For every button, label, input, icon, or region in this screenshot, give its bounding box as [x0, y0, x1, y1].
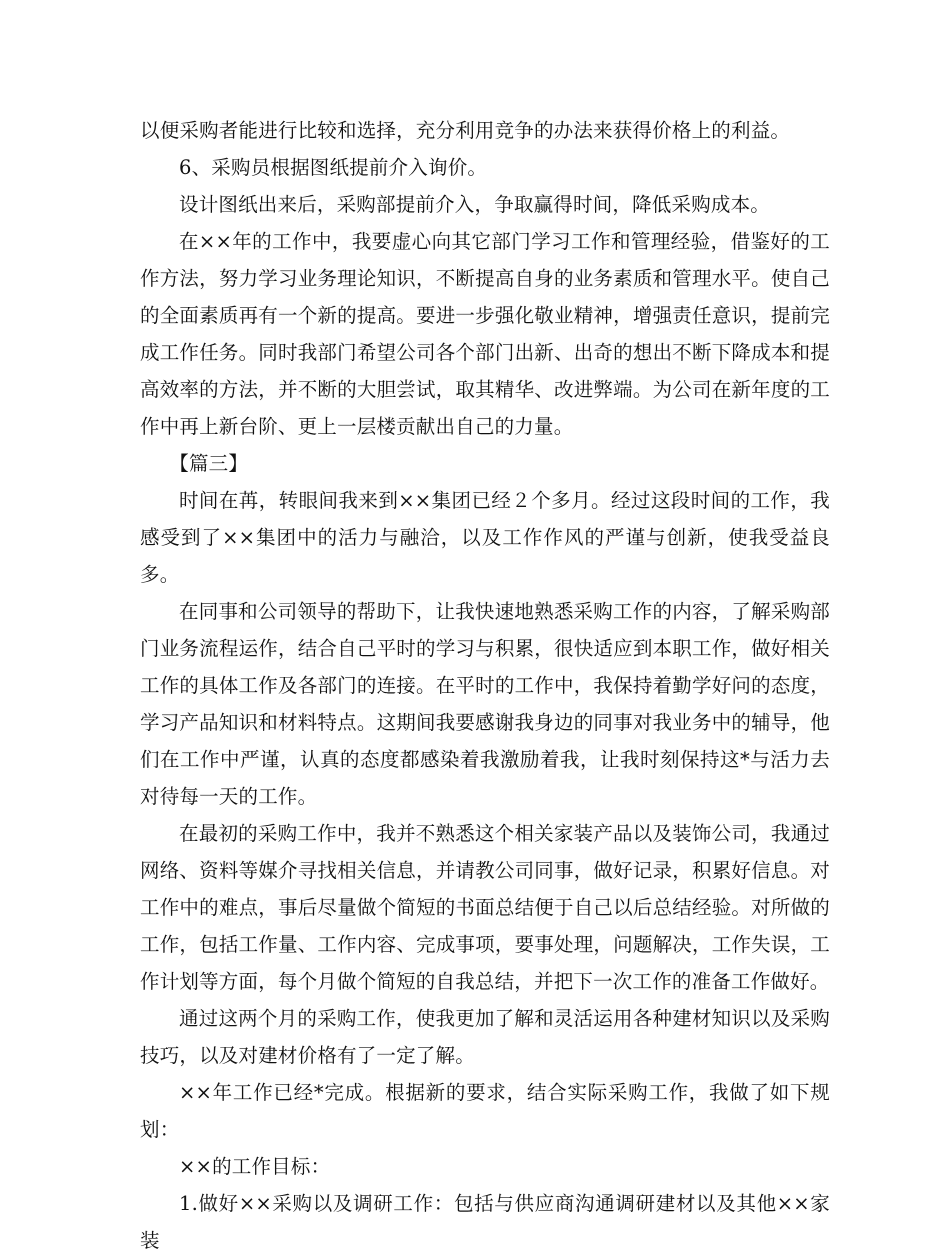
paragraph: 在同事和公司领导的帮助下，让我快速地熟悉采购工作的内容，了解采购部门业务流程运作，结合自己平时的学习与积累，很快适应到本职工作，做好相关工作的具体工作及各部门的连接。在平时的工作中，我保持着勤学好问的态度，学习产品知识和材料特点。这期间我要感谢我身边的同事对我业务中的辅导，他们在工作中严谨，认真的态度都感染着我激励着我，让我时刻保持这*与活力去对待每一天的工作。: [140, 600, 830, 808]
paragraph: 设计图纸出来后，采购部提前介入，争取赢得时间，降低采购成本。: [179, 193, 771, 216]
paragraph: 6、采购员根据图纸提前介入询价。: [179, 156, 488, 179]
paragraph: 以便采购者能进行比较和选择，充分利用竞争的办法来获得价格上的利益。: [140, 119, 791, 142]
section-heading: 【篇三】: [169, 452, 249, 475]
paragraph: 在最初的采购工作中，我并不熟悉这个相关家装产品以及装饰公司，我通过网络、资料等媒介寻找相关信息，并请教公司同事，做好记录，积累好信息。对工作中的难点，事后尽量做个简短的书面总结便于自己以后总结经验。对所做的工作，包括工作量、工作内容、完成事项，要事处理，问题解决，工作失误，工作计划等方面，每个月做个简短的自我总结，并把下一次工作的准备工作做好。: [140, 822, 830, 993]
paragraph: 通过这两个月的采购工作，使我更加了解和灵活运用各种建材知识以及采购技巧，以及对建材价格有了一定了解。: [140, 1007, 830, 1067]
paragraph: ××的工作目标：: [179, 1155, 331, 1178]
paragraph: 1.做好××采购以及调研工作：包括与供应商沟通调研建材以及其他××家装: [140, 1192, 830, 1252]
document-body: [140, 112, 830, 1259]
paragraph: 在××年的工作中，我要虚心向其它部门学习工作和管理经验，借鉴好的工作方法，努力学习业务理论知识，不断提高自身的业务素质和管理水平。使自己的全面素质再有一个新的提高。要进一步强化敬业精神，增强责任意识，提前完成工作任务。同时我部门希望公司各个部门出新、出奇的想出不断下降成本和提高效率的方法，并不断的大胆尝试，取其精华、改进弊端。为公司在新年度的工作中再上新台阶、更上一层楼贡献出自己的力量。: [140, 230, 830, 438]
paragraph: 时间在苒，转眼间我来到××集团已经２个多月。经过这段时间的工作，我感受到了××集团中的活力与融洽，以及工作作风的严谨与创新，使我受益良多。: [140, 489, 830, 586]
paragraph: ××年工作已经*完成。根据新的要求，结合实际采购工作，我做了如下规划：: [140, 1081, 830, 1141]
